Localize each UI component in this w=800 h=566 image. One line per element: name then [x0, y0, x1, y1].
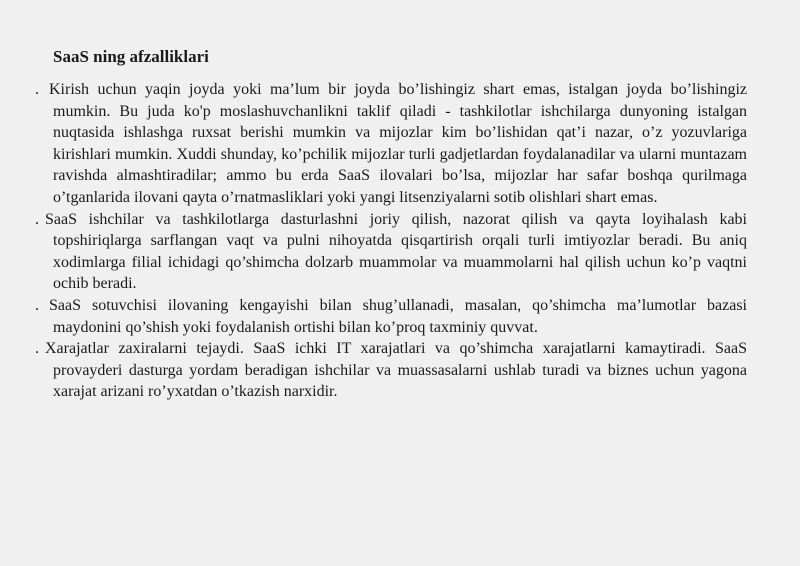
list-item-text: SaaS sotuvchisi ilovaning kengayishi bilan shug’ullanadi, masalan, qo’shimcha ma’lumotlar bazasi maydonini qo’shish yoki foydalanish ortishi bilan ko’proq taxminiy quvvat.	[49, 296, 747, 336]
list-item	[35, 209, 747, 295]
list-item	[35, 338, 747, 403]
slide-title: SaaS ning afzalliklari	[53, 47, 209, 66]
advantages-list	[35, 79, 747, 403]
list-item-text: Xarajatlar zaxiralarni tejaydi. SaaS ichki IT xarajatlari va qo’shimcha xarajatlarni kamaytiradi. SaaS provayderi dasturga yordam beradigan ishchilar va muassasalarni ushlab turadi va biznes uchun yagona xarajat arizani ro’yxatdan o’tkazish narxidir.	[45, 340, 747, 401]
bullet-marker: .	[35, 296, 39, 314]
list-item	[35, 79, 747, 209]
list-item-text: Kirish uchun yaqin joyda yoki ma’lum bir joyda bo’lishingiz shart emas, istalgan joyda bo’lishingiz mumkin. Bu juda ko'p moslashuvchanlikni taklif qiladi - tashkilotlar ishchilarga dunyoning istalgan nuqtasida ishlashga ruxsat berishi mumkin va mijozlar kim bo’lishidan qat’i nazar, o’z yozuvlariga kirishlari mumkin. Xuddi shunday, ko’pchilik mijozlar turli gadjetlardan foydalanadilar va ularni muntazam ravishda almashtiradilar; ammo bu erda SaaS ilovalari bo’lsa, mijozlar har safar boshqa qurilmaga o’tganlarida ilovani qayta o’rnatmasliklari yoki yangi litsenziyalarni sotib olishlari shart emas.	[49, 81, 747, 206]
bullet-marker: .	[35, 210, 39, 228]
bullet-marker: .	[35, 340, 39, 358]
list-item-text: SaaS ishchilar va tashkilotlarga dasturlashni joriy qilish, nazorat qilish va qayta loyihalash kabi topshiriqlarga sarflangan vaqt va pulni nihoyatda qisqartirish orqali turli imtiyozlar beradi. Bu aniq xodimlarga filial ichidagi qo’shimcha dolzarb muammolar va muammolarni hal qilish uchun ko’p vaqtni ochib beradi.	[45, 210, 747, 293]
bullet-marker: .	[35, 81, 39, 98]
list-item	[35, 295, 747, 338]
